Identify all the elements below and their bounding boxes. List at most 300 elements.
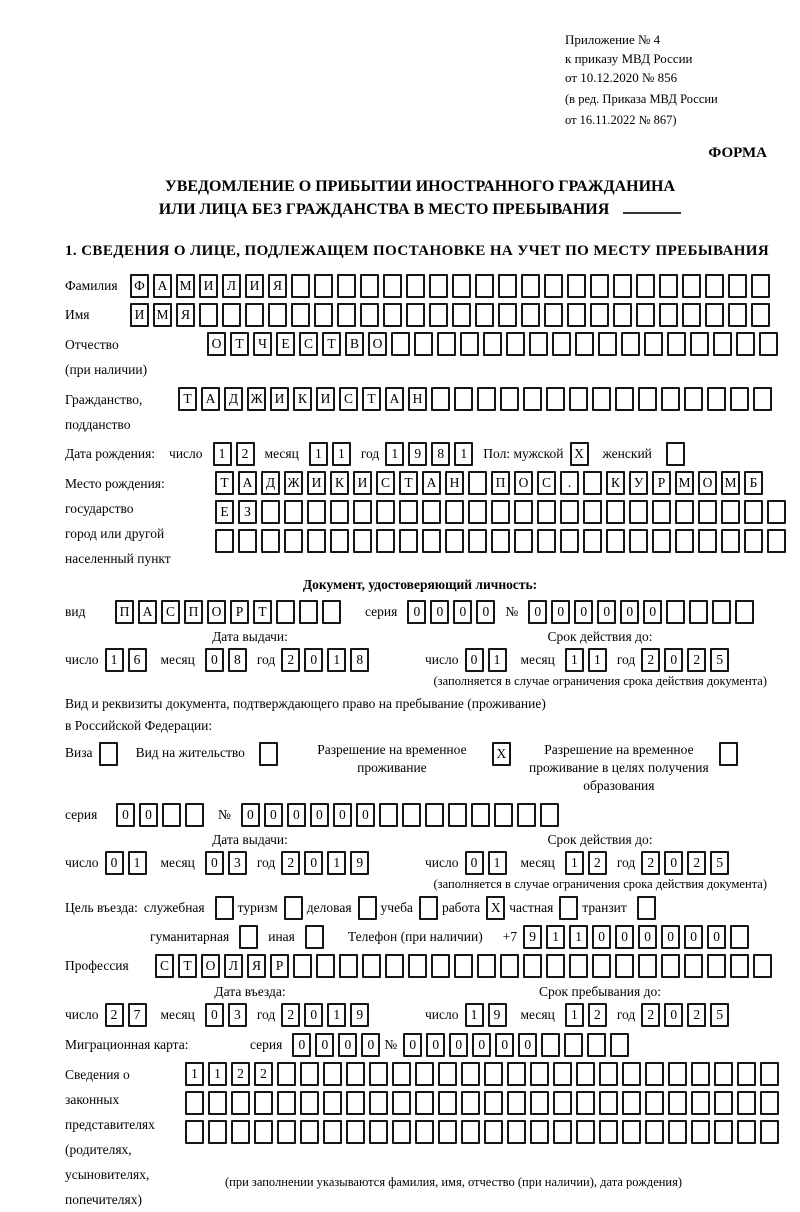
doc-number-cell[interactable] (735, 600, 754, 624)
stay-year-cell[interactable]: 0 (664, 1003, 683, 1027)
entry-day-cell[interactable]: 7 (128, 1003, 147, 1027)
doc-expiry-year-cell[interactable]: 5 (710, 648, 729, 672)
profession-cell[interactable] (293, 954, 312, 978)
birth-place-cell[interactable] (491, 529, 510, 553)
phone-digit-cell[interactable]: 0 (707, 925, 726, 949)
doc-expiry-year-cell[interactable]: 2 (687, 648, 706, 672)
birth-place-cell[interactable] (330, 500, 349, 524)
birth-place-cell[interactable] (376, 529, 395, 553)
residence-expiry-month-cell[interactable]: 1 (565, 851, 584, 875)
residence-number-cell[interactable] (402, 803, 421, 827)
surname-cell[interactable]: Я (268, 274, 287, 298)
stay-month-cell[interactable]: 1 (565, 1003, 584, 1027)
doc-kind-cell[interactable]: Р (230, 600, 249, 624)
profession-cell[interactable]: С (155, 954, 174, 978)
representative-cell[interactable] (691, 1120, 710, 1144)
patronymic-cell[interactable] (414, 332, 433, 356)
doc-kind-cell[interactable]: О (207, 600, 226, 624)
patronymic-cell[interactable] (667, 332, 686, 356)
representative-cell[interactable] (553, 1120, 572, 1144)
migration-number-cell[interactable]: 0 (426, 1033, 445, 1057)
birth-place-cell[interactable] (698, 500, 717, 524)
representative-cell[interactable] (369, 1120, 388, 1144)
birth-place-cell[interactable] (514, 529, 533, 553)
doc-issue-month-cell[interactable]: 8 (228, 648, 247, 672)
stay-month-cell[interactable]: 2 (588, 1003, 607, 1027)
migration-number-cell[interactable]: 0 (518, 1033, 537, 1057)
surname-cell[interactable] (291, 274, 310, 298)
representative-cell[interactable] (461, 1120, 480, 1144)
surname-cell[interactable] (728, 274, 747, 298)
stay-day-cell[interactable]: 1 (465, 1003, 484, 1027)
birth-place-cell[interactable] (514, 500, 533, 524)
doc-kind-cell[interactable]: Т (253, 600, 272, 624)
birth-place-cell[interactable] (767, 529, 786, 553)
representative-cell[interactable] (254, 1120, 273, 1144)
citizenship-cell[interactable]: А (201, 387, 220, 411)
representative-cell[interactable] (461, 1062, 480, 1086)
birth-place-cell[interactable] (721, 500, 740, 524)
representative-cell[interactable]: 1 (185, 1062, 204, 1086)
citizenship-cell[interactable]: И (316, 387, 335, 411)
profession-cell[interactable] (523, 954, 542, 978)
stay-year-cell[interactable]: 5 (710, 1003, 729, 1027)
representative-cell[interactable] (760, 1091, 779, 1115)
surname-cell[interactable] (337, 274, 356, 298)
temp-residence-education-checkbox[interactable] (719, 742, 738, 766)
profession-cell[interactable] (385, 954, 404, 978)
phone-digit-cell[interactable]: 0 (592, 925, 611, 949)
representative-cell[interactable] (507, 1120, 526, 1144)
birth-place-cell[interactable]: Д (261, 471, 280, 495)
citizenship-cell[interactable] (454, 387, 473, 411)
birth-place-cell[interactable]: И (353, 471, 372, 495)
surname-cell[interactable] (682, 274, 701, 298)
purpose-official-checkbox[interactable] (215, 896, 234, 920)
representative-cell[interactable] (484, 1091, 503, 1115)
representative-cell[interactable] (415, 1120, 434, 1144)
surname-cell[interactable] (452, 274, 471, 298)
migration-series-cell[interactable]: 0 (338, 1033, 357, 1057)
representative-cell[interactable] (369, 1091, 388, 1115)
patronymic-cell[interactable] (552, 332, 571, 356)
given-name-cell[interactable]: М (153, 303, 172, 327)
residence-permit-checkbox[interactable] (259, 742, 278, 766)
birth-place-cell[interactable]: . (560, 471, 579, 495)
surname-cell[interactable]: Л (222, 274, 241, 298)
representative-cell[interactable] (415, 1091, 434, 1115)
representative-cell[interactable] (300, 1062, 319, 1086)
representative-cell[interactable] (484, 1120, 503, 1144)
profession-cell[interactable] (753, 954, 772, 978)
birth-place-cell[interactable]: К (606, 471, 625, 495)
residence-number-cell[interactable]: 0 (287, 803, 306, 827)
purpose-study-checkbox[interactable] (419, 896, 438, 920)
given-name-cell[interactable] (544, 303, 563, 327)
citizenship-cell[interactable]: И (270, 387, 289, 411)
citizenship-cell[interactable]: А (385, 387, 404, 411)
entry-month-cell[interactable]: 3 (228, 1003, 247, 1027)
representative-cell[interactable] (392, 1120, 411, 1144)
birth-year-cell[interactable]: 1 (385, 442, 404, 466)
representative-cell[interactable] (392, 1062, 411, 1086)
migration-number-cell[interactable]: 0 (403, 1033, 422, 1057)
representative-cell[interactable] (553, 1091, 572, 1115)
surname-cell[interactable] (636, 274, 655, 298)
patronymic-cell[interactable]: Т (230, 332, 249, 356)
birth-place-cell[interactable] (744, 529, 763, 553)
given-name-cell[interactable] (222, 303, 241, 327)
patronymic-cell[interactable] (529, 332, 548, 356)
phone-digit-cell[interactable]: 0 (615, 925, 634, 949)
birth-place-cell[interactable] (698, 529, 717, 553)
representative-cell[interactable]: 1 (208, 1062, 227, 1086)
patronymic-cell[interactable] (713, 332, 732, 356)
purpose-tourism-checkbox[interactable] (284, 896, 303, 920)
representative-cell[interactable] (599, 1062, 618, 1086)
birth-place-cell[interactable] (238, 529, 257, 553)
representative-cell[interactable] (668, 1120, 687, 1144)
representative-cell[interactable] (323, 1120, 342, 1144)
citizenship-cell[interactable] (615, 387, 634, 411)
profession-cell[interactable] (477, 954, 496, 978)
residence-expiry-year-cell[interactable]: 2 (641, 851, 660, 875)
given-name-cell[interactable] (659, 303, 678, 327)
birth-place-cell[interactable]: М (675, 471, 694, 495)
birth-place-cell[interactable] (422, 529, 441, 553)
representative-cell[interactable] (231, 1091, 250, 1115)
residence-expiry-year-cell[interactable]: 0 (664, 851, 683, 875)
representative-cell[interactable] (645, 1091, 664, 1115)
citizenship-cell[interactable] (500, 387, 519, 411)
doc-number-cell[interactable]: 0 (597, 600, 616, 624)
surname-cell[interactable] (383, 274, 402, 298)
profession-cell[interactable] (546, 954, 565, 978)
citizenship-cell[interactable] (707, 387, 726, 411)
doc-number-cell[interactable]: 0 (574, 600, 593, 624)
citizenship-cell[interactable] (523, 387, 542, 411)
citizenship-cell[interactable] (730, 387, 749, 411)
birth-place-cell[interactable] (629, 500, 648, 524)
surname-cell[interactable] (498, 274, 517, 298)
residence-expiry-year-cell[interactable]: 2 (687, 851, 706, 875)
birth-place-cell[interactable] (307, 500, 326, 524)
given-name-cell[interactable] (452, 303, 471, 327)
citizenship-cell[interactable] (661, 387, 680, 411)
citizenship-cell[interactable] (753, 387, 772, 411)
purpose-humanitarian-checkbox[interactable] (239, 925, 258, 949)
given-name-cell[interactable] (498, 303, 517, 327)
residence-expiry-year-cell[interactable]: 5 (710, 851, 729, 875)
migration-number-cell[interactable] (564, 1033, 583, 1057)
birth-place-cell[interactable] (767, 500, 786, 524)
phone-digit-cell[interactable]: 0 (684, 925, 703, 949)
profession-cell[interactable] (684, 954, 703, 978)
birth-place-cell[interactable] (215, 529, 234, 553)
birth-place-cell[interactable]: О (514, 471, 533, 495)
residence-number-cell[interactable]: 0 (333, 803, 352, 827)
surname-cell[interactable] (613, 274, 632, 298)
representative-cell[interactable] (714, 1120, 733, 1144)
given-name-cell[interactable] (268, 303, 287, 327)
residence-issue-month-cell[interactable]: 0 (205, 851, 224, 875)
surname-cell[interactable] (544, 274, 563, 298)
birth-place-cell[interactable] (261, 500, 280, 524)
birth-place-cell[interactable] (468, 500, 487, 524)
doc-issue-day-cell[interactable]: 6 (128, 648, 147, 672)
doc-number-cell[interactable]: 0 (551, 600, 570, 624)
representative-cell[interactable] (438, 1120, 457, 1144)
residence-series-cell[interactable] (185, 803, 204, 827)
birth-day-cell[interactable]: 1 (213, 442, 232, 466)
representative-cell[interactable]: 2 (254, 1062, 273, 1086)
stay-day-cell[interactable]: 9 (488, 1003, 507, 1027)
patronymic-cell[interactable] (759, 332, 778, 356)
representative-cell[interactable] (530, 1120, 549, 1144)
birth-place-cell[interactable]: Т (399, 471, 418, 495)
representative-cell[interactable] (254, 1091, 273, 1115)
birth-place-cell[interactable]: О (698, 471, 717, 495)
residence-issue-year-cell[interactable]: 9 (350, 851, 369, 875)
representative-cell[interactable] (668, 1062, 687, 1086)
representative-cell[interactable] (760, 1062, 779, 1086)
birth-year-cell[interactable]: 9 (408, 442, 427, 466)
residence-series-cell[interactable]: 0 (139, 803, 158, 827)
doc-kind-cell[interactable]: П (184, 600, 203, 624)
profession-cell[interactable] (408, 954, 427, 978)
given-name-cell[interactable] (682, 303, 701, 327)
birth-place-cell[interactable] (261, 529, 280, 553)
profession-cell[interactable]: Т (178, 954, 197, 978)
birth-place-cell[interactable]: М (721, 471, 740, 495)
representative-cell[interactable] (507, 1062, 526, 1086)
birth-place-cell[interactable] (675, 500, 694, 524)
migration-number-cell[interactable] (541, 1033, 560, 1057)
representative-cell[interactable] (737, 1120, 756, 1144)
birth-place-cell[interactable] (445, 529, 464, 553)
migration-number-cell[interactable] (587, 1033, 606, 1057)
entry-year-cell[interactable]: 2 (281, 1003, 300, 1027)
patronymic-cell[interactable]: Ч (253, 332, 272, 356)
residence-expiry-day-cell[interactable]: 1 (488, 851, 507, 875)
doc-expiry-year-cell[interactable]: 0 (664, 648, 683, 672)
representative-cell[interactable] (346, 1091, 365, 1115)
birth-place-cell[interactable] (353, 529, 372, 553)
birth-place-cell[interactable]: Р (652, 471, 671, 495)
birth-place-cell[interactable] (606, 529, 625, 553)
male-checkbox[interactable]: X (570, 442, 589, 466)
surname-cell[interactable] (567, 274, 586, 298)
doc-kind-cell[interactable] (299, 600, 318, 624)
doc-kind-cell[interactable]: П (115, 600, 134, 624)
given-name-cell[interactable] (636, 303, 655, 327)
citizenship-cell[interactable]: Т (362, 387, 381, 411)
birth-place-cell[interactable] (445, 500, 464, 524)
doc-series-cell[interactable]: 0 (430, 600, 449, 624)
birth-place-cell[interactable]: С (376, 471, 395, 495)
birth-place-cell[interactable] (330, 529, 349, 553)
birth-place-cell[interactable] (353, 500, 372, 524)
migration-number-cell[interactable] (610, 1033, 629, 1057)
phone-digit-cell[interactable]: 0 (638, 925, 657, 949)
residence-issue-year-cell[interactable]: 2 (281, 851, 300, 875)
birth-place-cell[interactable] (376, 500, 395, 524)
representative-cell[interactable] (622, 1120, 641, 1144)
patronymic-cell[interactable] (483, 332, 502, 356)
temp-residence-checkbox[interactable]: X (492, 742, 511, 766)
representative-cell[interactable] (323, 1091, 342, 1115)
representative-cell[interactable] (277, 1091, 296, 1115)
doc-kind-cell[interactable] (276, 600, 295, 624)
doc-number-cell[interactable] (666, 600, 685, 624)
citizenship-cell[interactable]: Т (178, 387, 197, 411)
profession-cell[interactable] (615, 954, 634, 978)
patronymic-cell[interactable]: С (299, 332, 318, 356)
birth-place-cell[interactable] (468, 529, 487, 553)
residence-issue-year-cell[interactable]: 1 (327, 851, 346, 875)
entry-day-cell[interactable]: 2 (105, 1003, 124, 1027)
representative-cell[interactable] (737, 1091, 756, 1115)
birth-place-cell[interactable]: З (238, 500, 257, 524)
patronymic-cell[interactable]: Т (322, 332, 341, 356)
given-name-cell[interactable] (199, 303, 218, 327)
residence-number-cell[interactable] (540, 803, 559, 827)
given-name-cell[interactable] (337, 303, 356, 327)
representative-cell[interactable] (208, 1091, 227, 1115)
residence-number-cell[interactable] (494, 803, 513, 827)
representative-cell[interactable] (691, 1091, 710, 1115)
given-name-cell[interactable] (429, 303, 448, 327)
doc-number-cell[interactable] (712, 600, 731, 624)
representative-cell[interactable] (760, 1120, 779, 1144)
doc-issue-year-cell[interactable]: 0 (304, 648, 323, 672)
birth-place-cell[interactable] (468, 471, 487, 495)
entry-year-cell[interactable]: 9 (350, 1003, 369, 1027)
profession-cell[interactable] (638, 954, 657, 978)
patronymic-cell[interactable] (621, 332, 640, 356)
doc-kind-cell[interactable]: А (138, 600, 157, 624)
profession-cell[interactable] (339, 954, 358, 978)
residence-issue-day-cell[interactable]: 1 (128, 851, 147, 875)
doc-kind-cell[interactable]: С (161, 600, 180, 624)
representative-cell[interactable] (300, 1120, 319, 1144)
surname-cell[interactable] (475, 274, 494, 298)
representative-cell[interactable] (415, 1062, 434, 1086)
birth-place-cell[interactable] (675, 529, 694, 553)
residence-series-cell[interactable] (162, 803, 181, 827)
representative-cell[interactable] (576, 1120, 595, 1144)
residence-number-cell[interactable]: 0 (310, 803, 329, 827)
residence-issue-day-cell[interactable]: 0 (105, 851, 124, 875)
birth-month-cell[interactable]: 1 (332, 442, 351, 466)
doc-series-cell[interactable]: 0 (453, 600, 472, 624)
representative-cell[interactable] (530, 1062, 549, 1086)
citizenship-cell[interactable] (684, 387, 703, 411)
birth-place-cell[interactable] (583, 500, 602, 524)
patronymic-cell[interactable]: Е (276, 332, 295, 356)
given-name-cell[interactable] (475, 303, 494, 327)
surname-cell[interactable] (590, 274, 609, 298)
residence-number-cell[interactable]: 0 (264, 803, 283, 827)
profession-cell[interactable] (500, 954, 519, 978)
given-name-cell[interactable] (383, 303, 402, 327)
residence-issue-year-cell[interactable]: 0 (304, 851, 323, 875)
birth-place-cell[interactable]: Ж (284, 471, 303, 495)
representative-cell[interactable] (438, 1091, 457, 1115)
birth-place-cell[interactable] (560, 529, 579, 553)
given-name-cell[interactable] (314, 303, 333, 327)
surname-cell[interactable] (360, 274, 379, 298)
surname-cell[interactable]: И (245, 274, 264, 298)
residence-number-cell[interactable] (448, 803, 467, 827)
birth-place-cell[interactable] (491, 500, 510, 524)
female-checkbox[interactable] (666, 442, 685, 466)
doc-expiry-day-cell[interactable]: 0 (465, 648, 484, 672)
surname-cell[interactable] (406, 274, 425, 298)
representative-cell[interactable] (346, 1120, 365, 1144)
representative-cell[interactable] (369, 1062, 388, 1086)
entry-year-cell[interactable]: 0 (304, 1003, 323, 1027)
representative-cell[interactable] (576, 1091, 595, 1115)
birth-place-cell[interactable]: П (491, 471, 510, 495)
given-name-cell[interactable]: И (130, 303, 149, 327)
birth-place-cell[interactable]: Е (215, 500, 234, 524)
surname-cell[interactable] (314, 274, 333, 298)
entry-month-cell[interactable]: 0 (205, 1003, 224, 1027)
stay-year-cell[interactable]: 2 (687, 1003, 706, 1027)
representative-cell[interactable] (185, 1120, 204, 1144)
representative-cell[interactable] (231, 1120, 250, 1144)
representative-cell[interactable] (484, 1062, 503, 1086)
citizenship-cell[interactable]: Н (408, 387, 427, 411)
stay-year-cell[interactable]: 2 (641, 1003, 660, 1027)
birth-place-cell[interactable] (583, 529, 602, 553)
phone-digit-cell[interactable]: 0 (661, 925, 680, 949)
patronymic-cell[interactable]: О (207, 332, 226, 356)
representative-cell[interactable] (645, 1062, 664, 1086)
purpose-private-checkbox[interactable] (559, 896, 578, 920)
birth-month-cell[interactable]: 1 (309, 442, 328, 466)
surname-cell[interactable] (429, 274, 448, 298)
phone-digit-cell[interactable]: 1 (546, 925, 565, 949)
birth-place-cell[interactable] (284, 529, 303, 553)
residence-number-cell[interactable]: 0 (241, 803, 260, 827)
representative-cell[interactable] (300, 1091, 319, 1115)
given-name-cell[interactable]: Я (176, 303, 195, 327)
purpose-business-checkbox[interactable] (358, 896, 377, 920)
doc-expiry-day-cell[interactable]: 1 (488, 648, 507, 672)
phone-digit-cell[interactable] (730, 925, 749, 949)
birth-place-cell[interactable] (652, 500, 671, 524)
patronymic-cell[interactable] (575, 332, 594, 356)
doc-issue-month-cell[interactable]: 0 (205, 648, 224, 672)
birth-place-cell[interactable] (560, 500, 579, 524)
birth-place-cell[interactable] (399, 500, 418, 524)
citizenship-cell[interactable]: Д (224, 387, 243, 411)
migration-number-cell[interactable]: 0 (472, 1033, 491, 1057)
patronymic-cell[interactable] (460, 332, 479, 356)
visa-checkbox[interactable] (99, 742, 118, 766)
birth-year-cell[interactable]: 1 (454, 442, 473, 466)
representative-cell[interactable] (277, 1120, 296, 1144)
birth-place-cell[interactable] (744, 500, 763, 524)
migration-series-cell[interactable]: 0 (315, 1033, 334, 1057)
patronymic-cell[interactable]: О (368, 332, 387, 356)
doc-number-cell[interactable]: 0 (643, 600, 662, 624)
profession-cell[interactable] (592, 954, 611, 978)
representative-cell[interactable] (553, 1062, 572, 1086)
migration-series-cell[interactable]: 0 (361, 1033, 380, 1057)
